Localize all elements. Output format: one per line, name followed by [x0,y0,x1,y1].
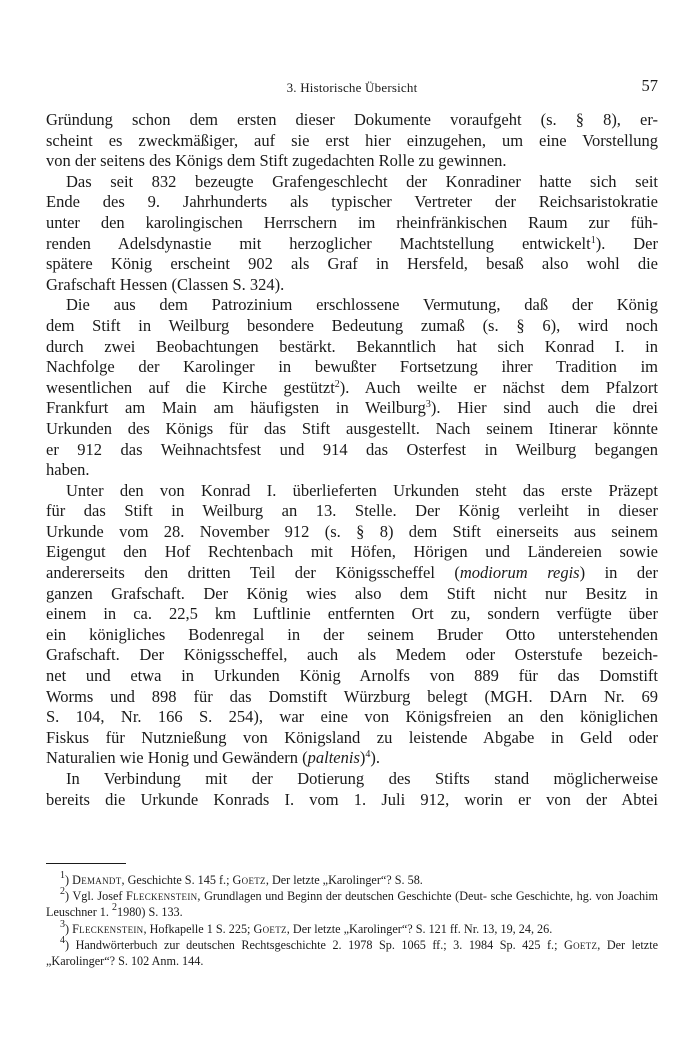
text-line: Urkunde vom 28. November 912 (s. § 8) dem Stift einerseits aus seinem [46,521,658,541]
text-segment: renden Adelsdynastie mit herzoglicher Machtstellung entwickelt [46,233,591,253]
text-line: Ende des 9. Jahrhunderts als typischer Vertreter der Reichsaristokratie [46,192,658,212]
text-line: S. 104, Nr. 166 S. 254), war eine von Königsfreien an den königlichen [46,707,658,727]
text-segment: , Geschichte S. 145 f.; [121,873,233,887]
text-line [46,748,658,769]
text-segment: ) [359,748,366,768]
text-segment: wesentlichen auf die Kirche gestützt [46,377,335,397]
footnotes [46,872,658,969]
text-line: Das seit 832 bezeugte Grafengeschlecht der Konradiner hatte sich seit [66,171,658,191]
footnote-mark: 2 [60,886,65,898]
text-segment: Naturalien wie Honig und Gewändern ( [46,748,308,768]
text-line: unter den karolingischen Herrschern im rheinfränkischen Raum zur füh- [46,212,658,232]
footnote-ref-2[interactable]: 2 [334,378,340,390]
text-line: einem in ca. 22,5 km Luftlinie entfernten Ort zu, sondern verfügte über [46,604,658,624]
text-line: In Verbindung mit der Dotierung des Stifts stand möglicherweise [66,769,658,788]
text-line: Nachfolge der Karolinger in bewußter Fortsetzung ihrer Tradition im [46,357,658,377]
text-line: spätere König erscheint 902 als Graf in Hersfeld, besaß also wohl die [46,254,658,274]
text-line: ganzen Grafschaft. Der König wies also dem Stift nicht nur Besitz in [46,583,658,603]
text-segment: ). [370,748,380,768]
text-line: dem Stift in Weilburg besondere Bedeutung zumaß (s. § 6), wird noch [46,315,658,335]
running-head: 3. Historische Übersicht [286,80,418,95]
text-line: ein königliches Bodenregal in der seinem Bruder Otto unterstehenden [46,624,658,644]
text-line: Unter den von Konrad I. überlieferten Urkunden steht das erste Präzept [66,480,658,500]
text-segment: Handwörterbuch zur deutschen Rechtsgeschichte 2. 1978 Sp. 1065 ff.; 3. 1984 Sp. [75,937,516,952]
text-line: Gründung schon dem ersten dieser Dokumente voraufgeht (s. § 8), er- [46,110,658,129]
author-name: Goetz [253,921,287,936]
paragraph-2 [46,172,658,296]
latin-term: paltenis [307,748,360,768]
footnote-2: $^2$) Vgl. Josef Fleckenstein, Grundlagen und Beginn der deutschen Geschichte (Deut- sche Geschichte, hg. von Joachim Leuschner 1. $^2$1980) S. 133. [46,886,658,920]
text-segment: , Der letzte „Karolinger“? S. 102 Anm. 144. [46,937,659,969]
footnote-3: $^3$) Fleckenstein, Hofkapelle 1 S. 225; Goetz, Der letzte „Karolinger“? S. 121 ff. Nr. 13, 19, 24, 26. [60,918,553,936]
text-segment: , Hofkapelle 1 S. 225; [143,921,254,936]
footnote-mark: 1 [60,870,65,881]
text-line [46,378,658,399]
text-line: Grafschaft Hessen (Classen S. 324). [46,274,285,294]
footnote-ref-4[interactable]: 4 [365,749,371,761]
text-segment: andererseits den dritten Teil der Königsscheffel ( [46,563,460,583]
footnote-mark: 4 [60,934,65,946]
latin-term: modiorum regis [459,563,580,583]
text-segment: , Der letzte „Karolinger“? S. 58. [265,873,423,887]
text-segment: Frankfurt am Main am häufigsten in Weilburg [46,398,426,418]
text-line [46,398,658,419]
text-segment: 13, 19, 24, 26. [482,921,553,936]
text-line: er 912 das Weihnachtsfest und 914 das Osterfest in Weilburg begangen [46,439,658,459]
edition-mark: 2 [112,902,117,914]
author-name: Goetz [563,937,598,952]
paragraph-4 [46,481,658,769]
footnote-ref-1[interactable]: 1 [590,234,596,246]
text-line: für das Stift in Weilburg an 13. Stelle. Der König verleiht in dieser [46,501,658,521]
text-line: haben. [46,460,90,480]
text-line: Die aus dem Patrozinium erschlossene Vermutung, daß der König [66,295,658,315]
text-segment: ). Hier sind auch die drei [430,398,659,418]
paragraph-1 [46,110,658,172]
text-line: Eigengut den Hof Rechtenbach mit Höfen, Hörigen und Ländereien sowie [46,542,658,562]
text-line [46,563,658,584]
paragraph-3 [46,295,658,480]
author-name: Fleckenstein [126,889,198,904]
main-text [46,110,658,810]
author-name: Goetz [232,873,266,887]
text-line: Worms und 898 für das Domstift Würzburg belegt (MGH. DArn Nr. 69 [46,686,658,706]
text-line: net und etwa in Urkunden König Arnolfs von 889 für das Domstift [46,666,658,686]
page-number: 57 [641,76,658,95]
text-line: Urkunden des Königs für das Stift ausgestellt. Nach seinem Itinerar könnte [46,418,658,438]
paragraph-5 [46,769,658,810]
text-segment: , Der letzte „Karolinger“? S. 121 ff. Nr. [286,921,480,936]
text-segment: sche Geschichte, hg. von Joachim Leuschner 1. [46,889,658,920]
text-line: durch zwei Beobachtungen bestärkt. Bekanntlich hat sich Konrad I. in [46,336,658,356]
footnote-4: $^4$) Handwörterbuch zur deutschen Rechtsgeschichte 2. 1978 Sp. 1065 ff.; 3. 1984 Sp. 425 f.; Goetz, Der letzte „Karolinger“? S. 102 Anm. 144. [46,934,659,969]
text-segment: ) in der [579,563,658,583]
footnote-1: $^1$) Demandt, Geschichte S. 145 f.; Goetz, Der letzte „Karolinger“? S. 58. [60,870,423,887]
text-segment: 1980) S. 133. [117,905,183,920]
text-line: bereits die Urkunde Konrads I. vom 1. Juli 912, worin er von der Abtei [46,789,658,809]
page-header [46,76,658,100]
text-line: scheint es zweckmäßiger, auf sie erst hier einzugehen, um eine Vorstellung [46,130,658,150]
text-line: Grafschaft. Der Königsscheffel, auch als Medem oder Osterstufe bezeich- [46,645,658,665]
text-segment: , Grundlagen und Beginn der deutschen Geschichte (Deut- [197,889,487,904]
text-segment: Vgl. Josef [72,889,127,904]
footnote-mark: 3 [60,918,65,930]
author-name: Fleckenstein [72,921,144,936]
footnote-ref-3[interactable]: 3 [425,399,431,411]
text-segment: ). Der [595,233,658,253]
text-segment: 425 f.; [522,937,564,952]
author-name: Demandt [72,873,122,887]
footnote-divider [46,863,126,864]
text-line: von der seitens des Königs dem Stift zugedachten Rolle zu gewinnen. [46,151,507,171]
text-line [46,234,658,255]
text-segment: ). Auch weilte er nächst dem Pfalzort [339,377,658,397]
text-line: Fiskus für Nutznießung von Königsland zu leistende Abgabe in Geld oder [46,727,658,747]
